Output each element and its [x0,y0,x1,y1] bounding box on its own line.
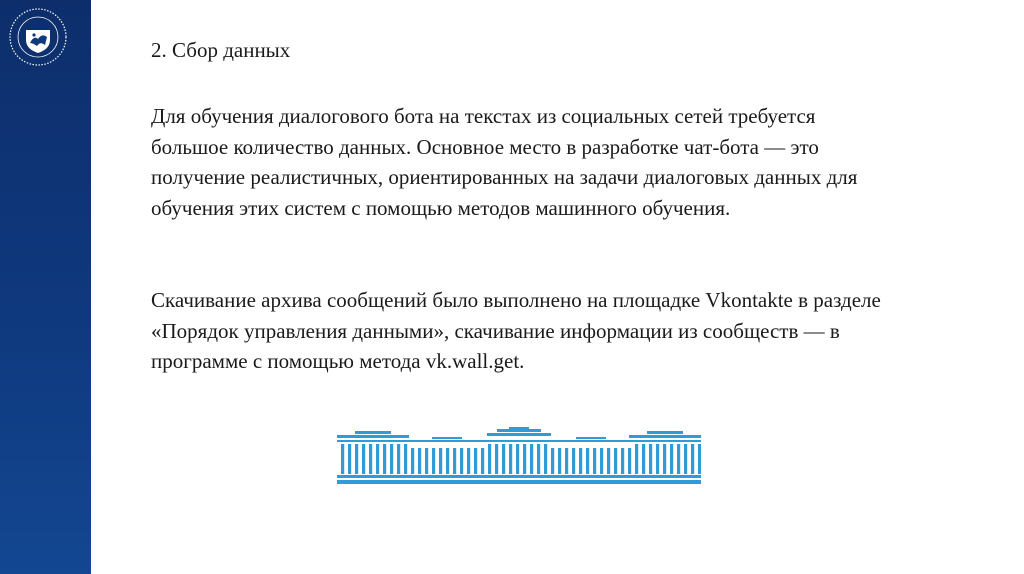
slide-title: 2. Сбор данных [151,38,291,62]
university-building-icon [337,427,701,484]
sidebar-band [0,0,91,574]
paragraph-download-method: Скачивание архива сообщений было выполнено на площадке Vkontakte в разделе «Порядок управления данными», скачивание информации из сообществ — в программе с помощью метода vk.wall.get. [151,288,881,373]
paragraph-data-collection: Для обучения диалогового бота на текстах из социальных сетей требуется большое количество данных. Основное место в разработке чат-бота — это получение реалистичных, ориентированных на задачи диалоговых данных для обучения этих систем с помощью методов машинного обучения. [151,104,858,220]
university-crest-icon [7,6,69,68]
